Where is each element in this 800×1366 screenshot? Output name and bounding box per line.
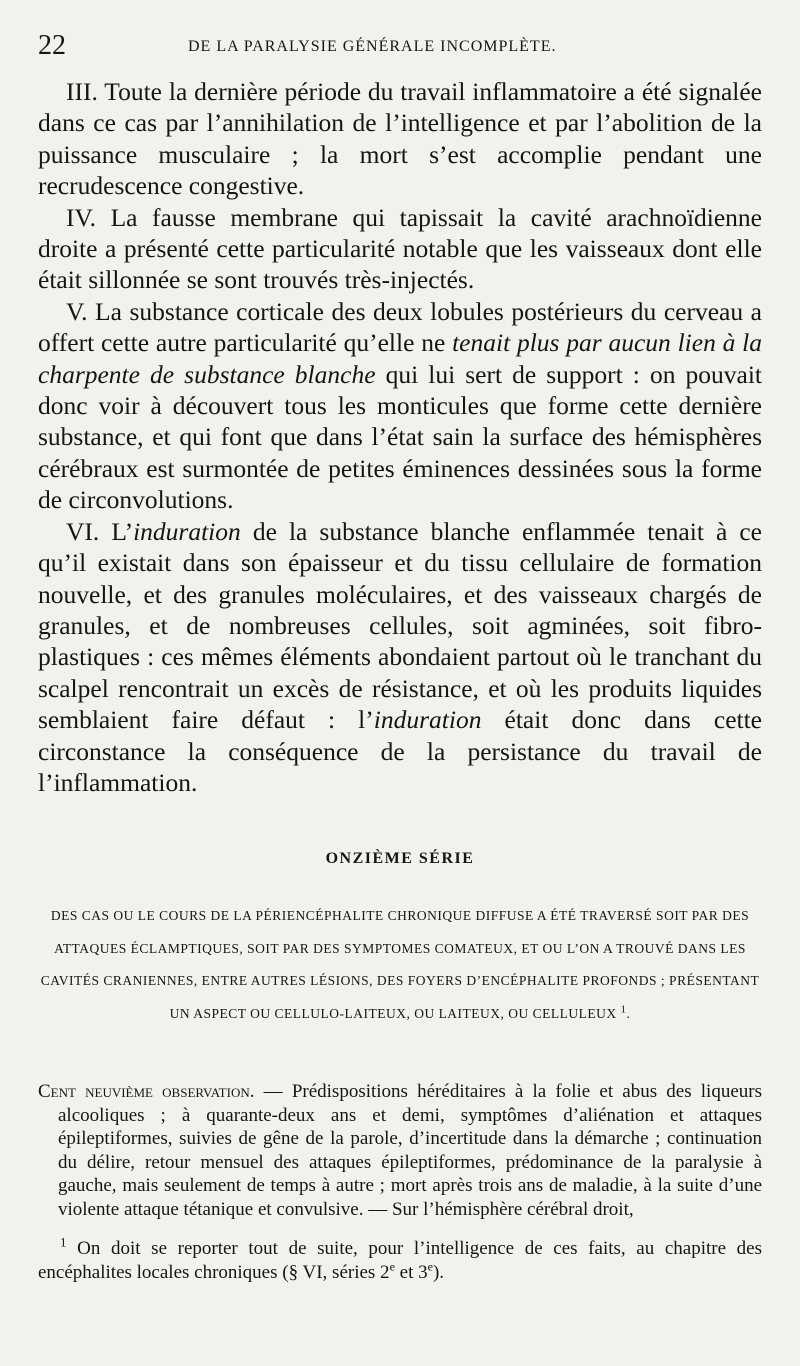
series-heading: ONZIÈME SÉRIE (325, 850, 475, 867)
paragraph-v (38, 296, 762, 516)
footnote-mark: 1 (60, 1234, 67, 1250)
series-description: DES CAS OU LE COURS DE LA PÉRIENCÉPHALITE CHRONIQUE DIFFUSE A ÉTÉ TRAVERSÉ SOIT PAR DES ATTAQUES ÉCLAMPTIQUES, SOIT PAR DES SYMPTOMES COMATEUX, ET OU L’ON A TROUVÉ DANS LES CAVITÉS CRANIENNES, ENTRE AUTRES LÉSIONS, DES FOYERS D’ENCÉPHALITE PROFONDS ; PRÉSENTANT UN ASPECT OU CELLULO-LAITEUX, OU LAITEUX, OU CELLULEUX $^1$. (40, 908, 760, 1021)
footnote-text: On doit se reporter tout de suite, pour l’intelligence de ces faits, au chapitre des encéphalites locales chroniques (§ VI, séries 2 (38, 1238, 762, 1283)
footnote-sup-1: e (389, 1259, 395, 1274)
footnote-sup-2: e (427, 1259, 433, 1274)
page-number: 22 (38, 30, 66, 61)
footnote-text-end: ). (432, 1261, 445, 1283)
paragraph-iv: IV. La fausse membrane qui tapissait la cavité arachnoïdienne droite a présenté cette particularité notable que les vaisseaux dont elle était sillonnée se sont trouvés très-injectés. (38, 202, 762, 295)
body-text (38, 76, 762, 798)
page-header (38, 30, 760, 70)
observation-summary (38, 1080, 762, 1221)
series-description-text: DES CAS OU LE COURS DE LA PÉRIENCÉPHALITE CHRONIQUE DIFFUSE A ÉTÉ TRAVERSÉ SOIT PAR DES ATTAQUES ÉCLAMPTIQUES, SOIT PAR DES SYMPTOMES COMATEUX, ET OU L’ON A TROUVÉ DANS LES CAVITÉS CRANIENNES, ENTRE AUTRES LÉSIONS, DES FOYERS D’ENCÉPHALITE PROFONDS ; PRÉSENTANT UN ASPECT OU CELLULO-LAITEUX, OU LAITEUX, OU CELLULEUX (40, 908, 760, 1021)
footnote-text-mid: et 3 (394, 1261, 428, 1283)
paragraph-vi-text-end: était donc dans cette circonstance la conséquence de la persistance du travail de l’inflammation. (38, 705, 762, 797)
footnote-reference: 1 (620, 1003, 627, 1015)
paragraph-vi-italic-1: induration (133, 516, 241, 546)
paragraph-vi (38, 516, 762, 799)
observation-title: Cent neuvième observation. (38, 1081, 255, 1102)
observation-text: — Prédispositions héréditaires à la folie et abus des liqueurs alcooliques ; à quarante-deux ans et demi, symptômes d’aliénation et attaques épileptiformes, suivies de gêne de la parole, d’incertitude dans la démarche ; continuation du délire, retour mensuel des attaques épileptiformes, prédominance de la paralysie à gauche, mais seulement de temps à autre ; mort après trois ans de maladie, à la suite d’une violente attaque tétanique et convulsive. — Sur l’hémisphère cérébral droit, (58, 1081, 762, 1220)
paragraph-v-text-start: V. La substance corticale des deux lobules postérieurs du cerveau a offert cette autre particularité qu’elle ne (38, 296, 762, 358)
paragraph-iii: III. Toute la dernière période du travail inflammatoire a été signalée dans ce cas par l’annihilation de l’intelligence et par l’abolition de la puissance musculaire ; la mort s’est accomplie pendant une recrudescence congestive. (38, 77, 762, 201)
paragraph-v-italic: tenait plus par aucun lien à la charpente de substance blanche (38, 328, 762, 389)
paragraph-v-text-end: qui lui sert de support : on pouvait donc voir à découvert tous les monticules que forme cette dernière substance, et qui font que dans l’état sain la surface des hémisphères cérébraux est surmontée de petites éminences dessinées sous la forme de circonvolutions. (38, 359, 762, 515)
paragraph-vi-italic-2: induration (373, 705, 482, 735)
paragraph-vi-text-start: VI. L’ (66, 516, 134, 546)
paragraph-vi-text-middle: de la substance blanche enflammée tenait à ce qu’il existait dans son épaisseur et du tissu cellulaire de formation nouvelle, et des granules moléculaires, et des vaisseaux chargés de granules, et de nombreuses cellules, soit agminées, soit fibro-plastiques : ces mêmes éléments abondaient partout où le tranchant du scalpel rencontrait un excès de résistance, et où les produits liquides semblaient faire défaut : l’ (38, 516, 762, 735)
running-title: DE LA PARALYSIE GÉNÉRALE INCOMPLÈTE. (188, 38, 557, 55)
footnote (38, 1234, 762, 1284)
